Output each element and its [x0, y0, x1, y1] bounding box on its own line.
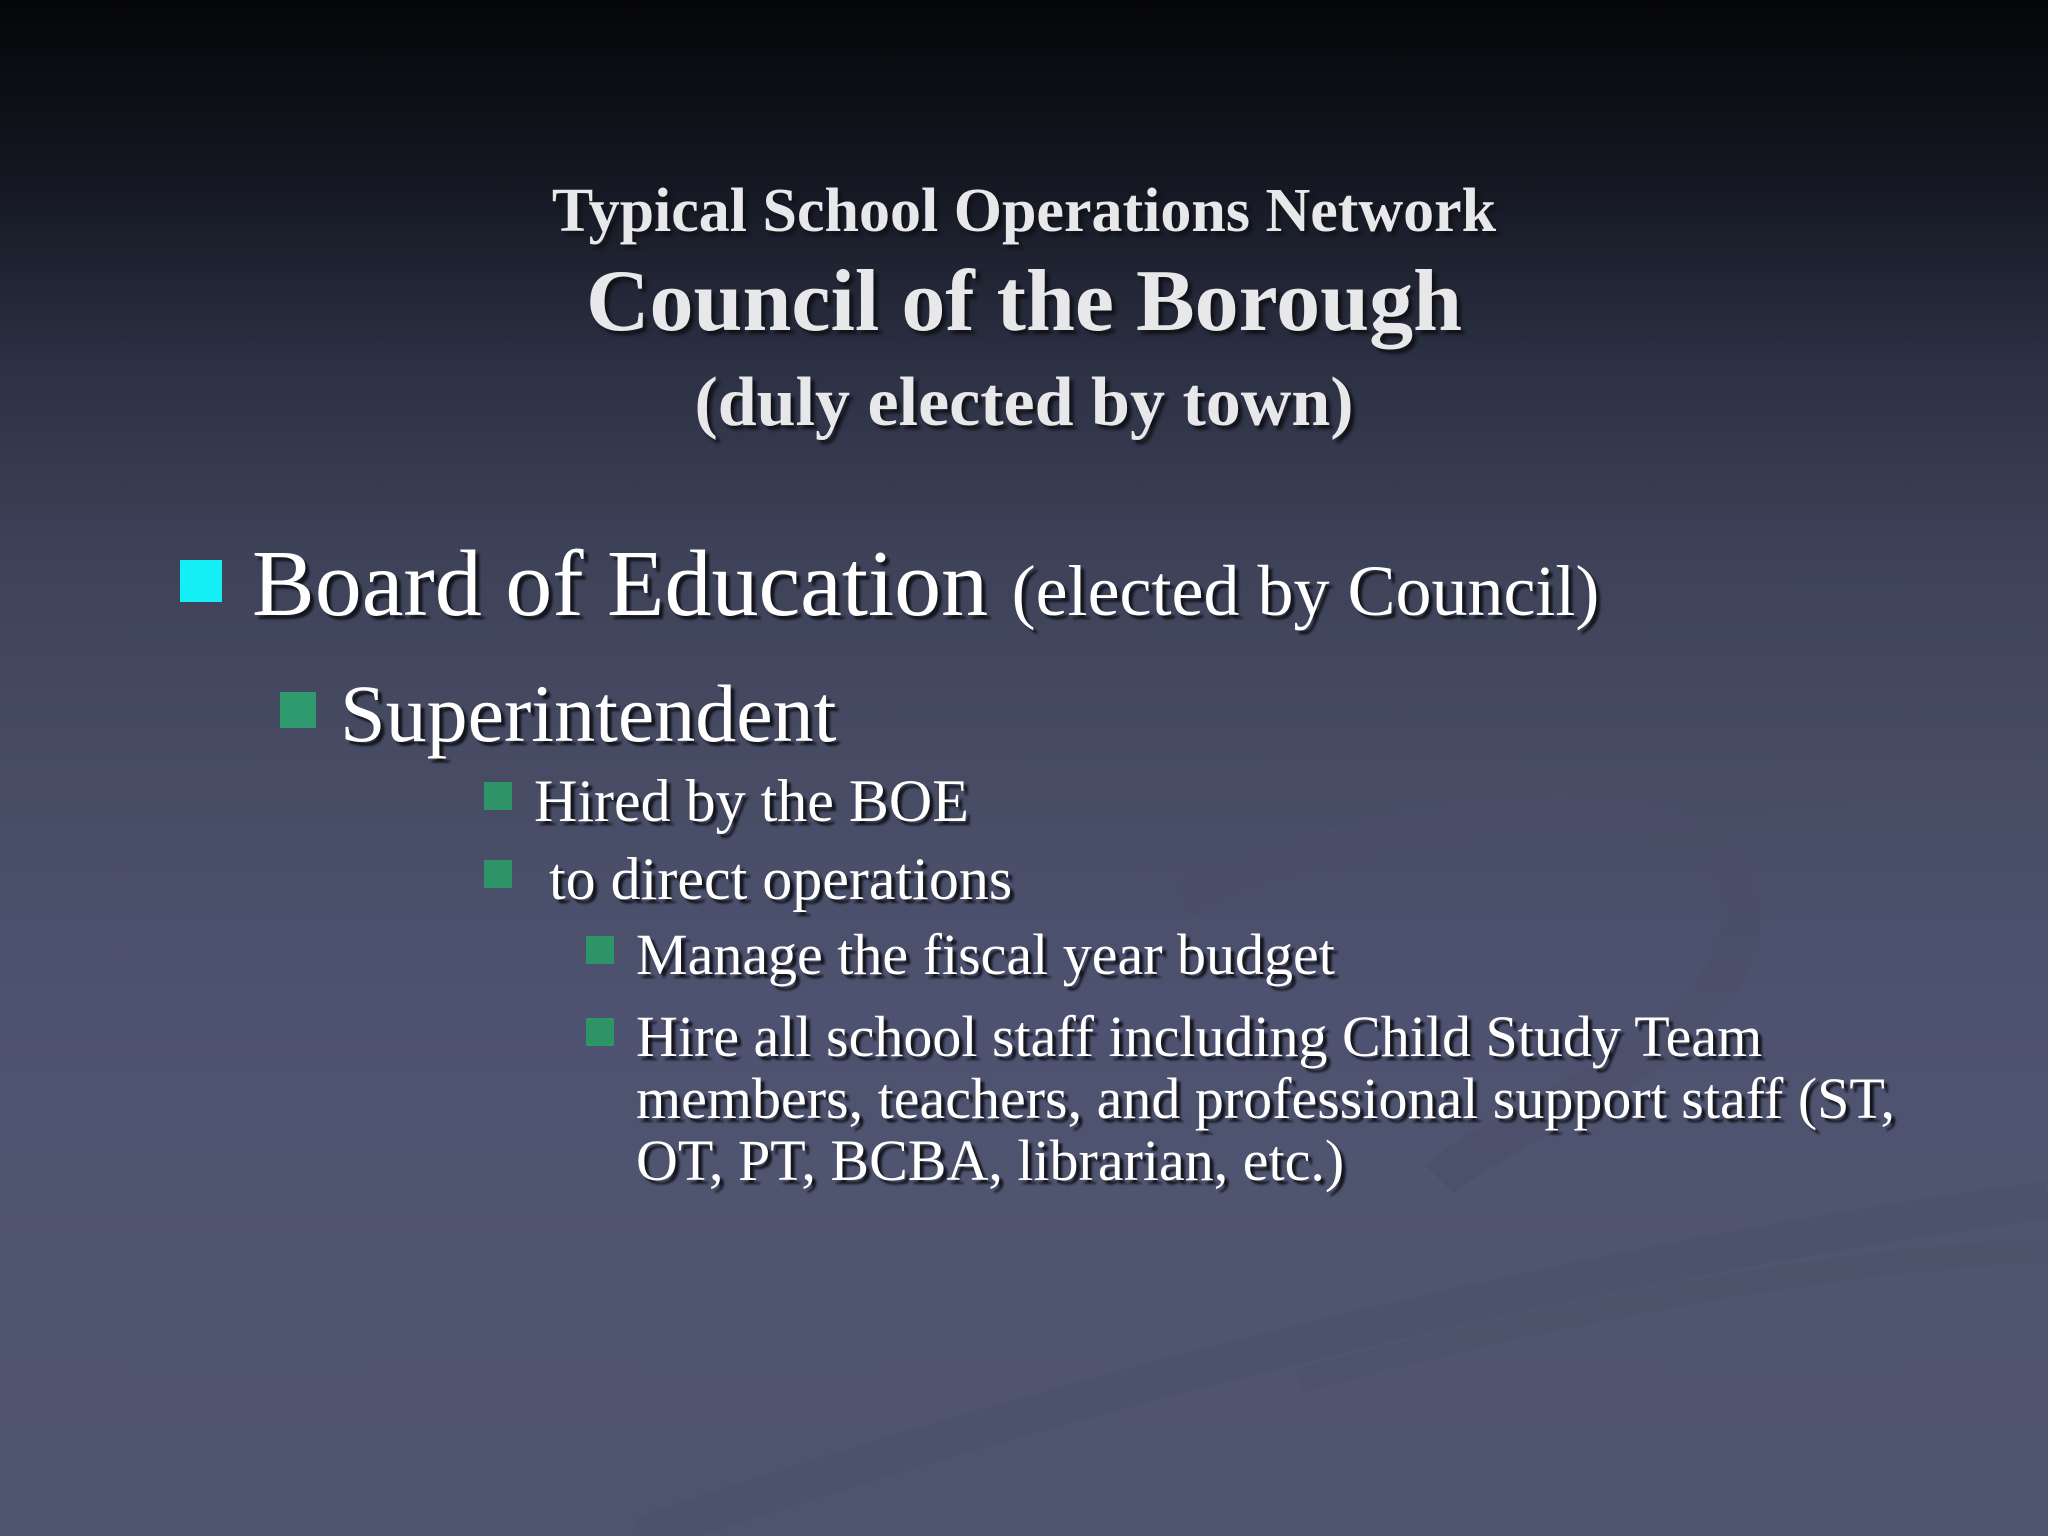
manage-text: Manage the fiscal year budget — [636, 922, 1335, 987]
square-bullet-icon — [280, 692, 316, 728]
slide-title — [0, 172, 2048, 452]
title-line-elected: (duly elected by town) — [694, 364, 1354, 441]
bullet-board-of-education — [180, 530, 1599, 645]
bullet-hired-by-boe — [484, 762, 969, 840]
title-line-council: Council of the Borough — [585, 253, 1463, 350]
square-bullet-icon — [586, 1018, 614, 1046]
square-bullet-icon — [484, 782, 512, 810]
board-label — [252, 532, 1599, 636]
square-bullet-icon — [484, 860, 512, 888]
hire-staff-text: Hire all school staff including Child Study Team members, teachers, and professional support staff (ST, OT, PT, BCBA, librarian, etc.) — [636, 1004, 1896, 1193]
bullet-superintendent — [280, 668, 836, 760]
bullet-direct-operations — [484, 840, 1012, 918]
square-bullet-icon — [180, 560, 222, 602]
title-line-network: Typical School Operations Network — [551, 177, 1497, 245]
square-bullet-icon — [586, 936, 614, 964]
board-main-text: Board of Education — [252, 532, 989, 636]
superintendent-text: Superintendent — [340, 668, 837, 759]
bullet-hire-staff — [586, 1006, 1906, 1192]
hired-text: Hired by the BOE — [534, 768, 969, 834]
direct-text: to direct operations — [534, 846, 1013, 912]
board-paren-text: (elected by Council) — [1011, 551, 1600, 631]
bullet-manage-budget — [586, 924, 1335, 986]
